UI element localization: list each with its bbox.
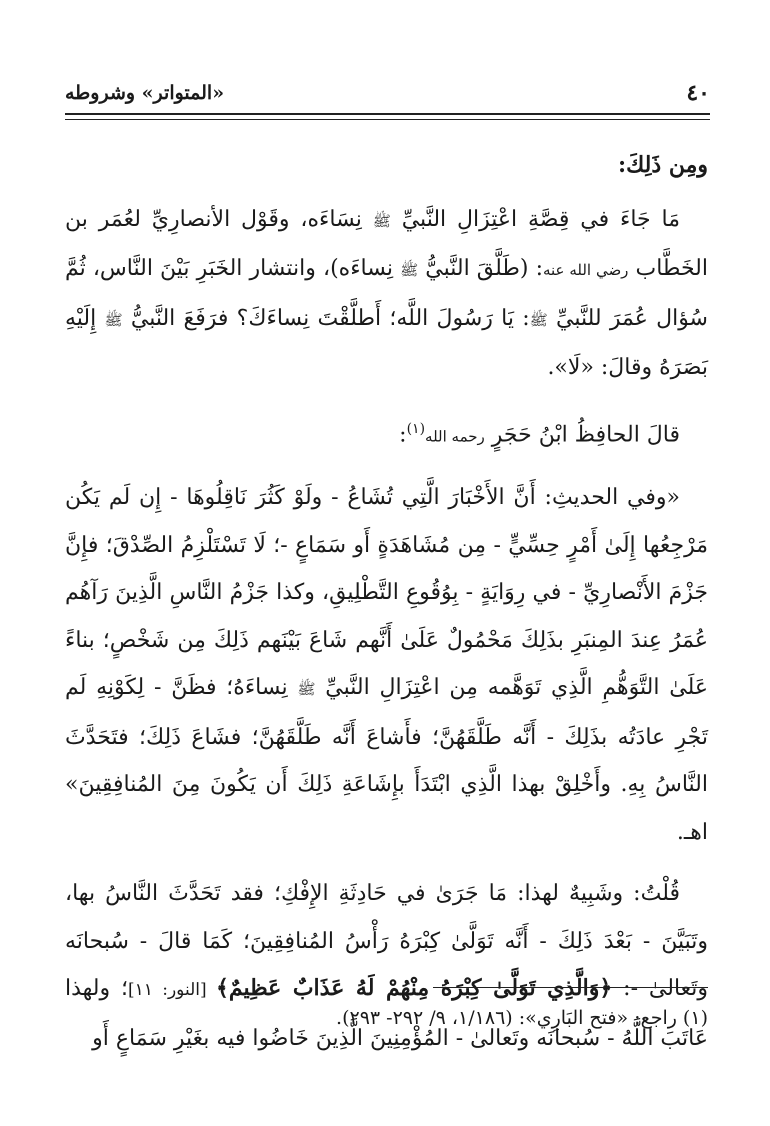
paragraph-3 <box>65 474 708 856</box>
text-run: : (طَلَّقَ النَّبيُّ <box>418 256 543 281</box>
running-title: «المتواتر» وشروطه <box>65 82 225 104</box>
text-run: نِسَاءَه، وقَوْل الأنصارِيِّ لعُمَر بن الخَطَّاب <box>65 206 708 281</box>
verse-reference: [النور: ١١] <box>128 980 216 1001</box>
text-run: : <box>399 421 407 447</box>
text-run: قُلْتُ: وشَبِيهٌ لهذا: مَا جَرَىٰ في حَادِثَةِ الإِفْكِ؛ فقد تَحَدَّثَ النَّاسُ بها، وتَبَيَّنَ - بَعْدَ ذَلِكَ - أَنَّه تَوَلَّىٰ كِبْرَهُ رَأْسُ المُنافِقِينَ؛ كَمَا قالَ - سُبحانَه وتَعالىٰ -: <box>65 881 709 1002</box>
page-number: ٤٠ <box>686 80 710 106</box>
salawat-glyph: ﷺ <box>372 211 391 230</box>
header-rule-thin <box>65 119 710 120</box>
text-run: نِساءَهُ؛ فظَنَّ - لِكَوْنِهِ لَم تَجْرِ عادَتُه بذَلِكَ - أَنَّه طَلَّقَهُنَّ؛ فأَشاعَ أَنَّه طَلَّقَهُنَّ؛ فشَاعَ ذَلِكَ؛ فتَحَدَّثَ النَّاسُ بِهِ. وأَخْلِقْ بهذا الَّذِي ابْتَدَأَ بإِشَاعَةِ ذَلِكَ أَن يَكُونَ مِنَ المُنافِقِينَ» اهـ. <box>65 675 708 845</box>
honorific-glyph: رحمه الله <box>425 426 485 445</box>
salawat-glyph: ﷺ <box>529 310 548 329</box>
header-rule <box>65 113 710 115</box>
honorific-glyph: رضي الله عنه <box>542 261 629 279</box>
footnote: (١) راجع: «فتح البَارِي»: (١/١٨٦، ٩/ ٢٩٢- ٢٩٣). <box>336 1007 708 1029</box>
paragraph-2 <box>65 406 708 461</box>
page-header <box>65 80 710 108</box>
salawat-glyph: ﷺ <box>297 680 316 699</box>
text-run: قالَ الحافِظُ ابْنُ حَجَرٍ <box>484 421 680 447</box>
text-run: «وفي الحديثِ: أَنَّ الأَخْبَارَ الَّتِي تُشَاعُ - ولَوْ كَثُرَ نَاقِلُوهَا - إِن لَم يَكُن مَرْجِعُها إِلَىٰ أَمْرٍ حِسِّيٍّ - مِن مُشَاهَدَةٍ أَو سَمَاعٍ -؛ لَا تَسْتَلْزِمُ الصِّدْقَ؛ فإِنَّ جَزْمَ الأَنْصارِيِّ - في رِوَايَةٍ - بِوُقُوعِ التَّطْلِيقِ، وكذا جَزْمُ النَّاسِ الَّذِينَ رَآهُم عُمَرُ عِندَ المِنبَرِ بذَلِكَ مَحْمُولٌ عَلَىٰ أَنَّهم شَاعَ بَيْنَهم ذَلِكَ مِن شَخْصٍ؛ بناءً عَلَىٰ التَّوَهُّمِ الَّذِي تَوَهَّمه مِن اعْتِزَالِ النَّبيِّ <box>65 485 708 701</box>
footnote-marker: (١) <box>406 420 426 437</box>
page-body <box>65 142 708 1062</box>
section-heading: ومِن ذَلِكَ: <box>618 152 708 178</box>
paragraph-1 <box>65 196 708 392</box>
quran-verse: ﴿وَالَّذِي تَوَلَّىٰ كِبْرَهُ مِنْهُمْ لَهُ عَذَابٌ عَظِيمٌ﴾ <box>215 975 613 1002</box>
text-run: مَا جَاءَ في قِصَّةِ اعْتِزَالِ النَّبيِّ <box>390 206 680 232</box>
text-run: ؛ ولهذا عَاتَبَ اللَّهُ - سُبحانَه وتَعالىٰ - المُؤْمِنِينَ الَّذِينَ خَاضُوا فيه بغَيْرِ سَمَاعٍ أَو <box>65 976 708 1051</box>
paragraph-4 <box>65 870 708 1062</box>
salawat-glyph: ﷺ <box>400 261 419 279</box>
footnote-separator <box>433 987 708 988</box>
text-run: إِلَيْهِ بَصَرَهُ وقالَ: «لَا». <box>65 305 708 380</box>
salawat-glyph: ﷺ <box>104 310 123 329</box>
text-run: نِساءَه)، وانتشار الخَبَرِ بَيْنَ النَّاس، ثُمَّ سُؤال عُمَرَ للنَّبيِّ <box>65 256 708 331</box>
text-run: : يَا رَسُولَ اللَّه؛ أَطلَّقْتَ نِساءَكَ؟ فرَفَعَ النَّبيُّ <box>122 305 530 331</box>
